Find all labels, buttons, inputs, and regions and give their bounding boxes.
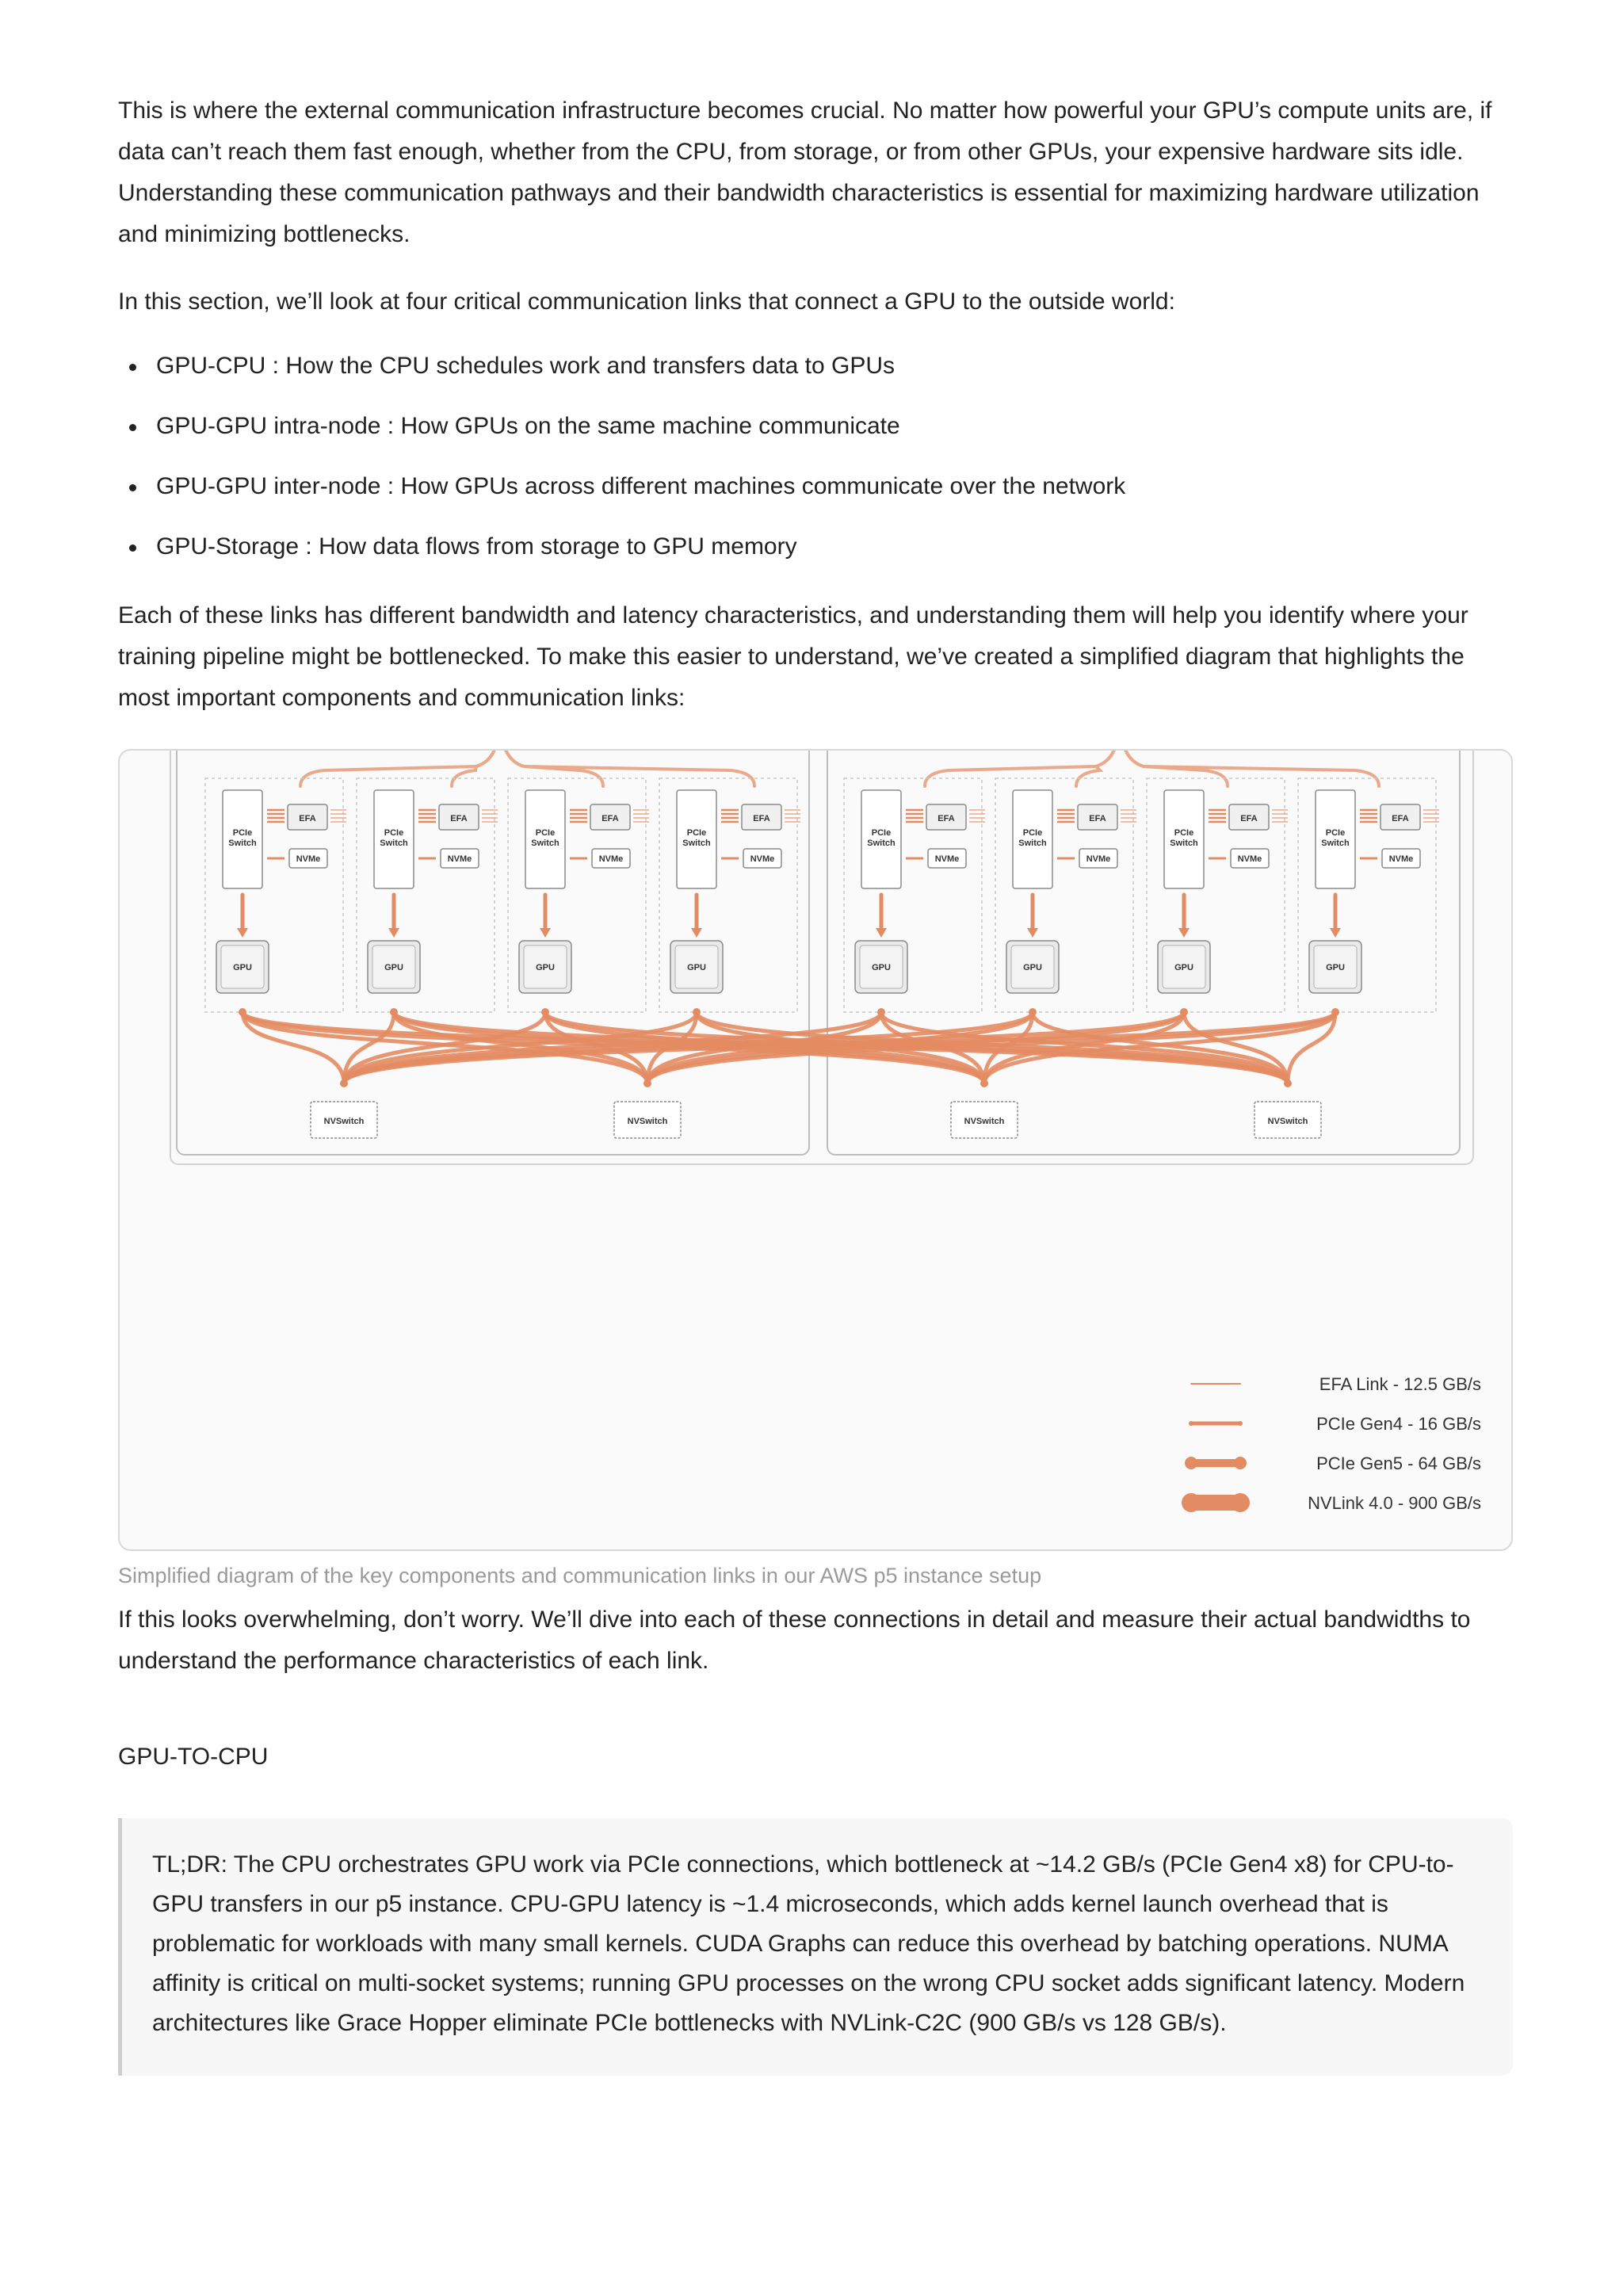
legend-swatch-cap <box>1185 1457 1197 1469</box>
list-item: GPU-Storage : How data flows from storage to GPU memory <box>156 526 1125 567</box>
nvme-label: NVMe <box>750 854 775 864</box>
nvlink-port <box>239 1008 246 1016</box>
arrow-head <box>1027 928 1038 938</box>
nvme-label: NVMe <box>296 854 321 864</box>
nvlink-port <box>1029 1008 1037 1016</box>
list-item: GPU-CPU : How the CPU schedules work and transfers data to GPUs <box>156 346 1125 387</box>
nvme-label: NVMe <box>934 854 960 864</box>
section-heading: GPU-TO-CPU <box>118 1744 269 1770</box>
tldr-callout <box>118 1818 1513 2076</box>
pcie-switch-label: PCIe <box>535 828 556 838</box>
legend-label: NVLink 4.0 - 900 GB/s <box>1308 1493 1481 1513</box>
efa-label: EFA <box>450 814 468 823</box>
pcie-switch-label: PCIe <box>384 828 404 838</box>
pcie-switch-label: PCIe <box>1174 828 1194 838</box>
nvlink-port <box>980 1079 988 1087</box>
nvswitch-label: NVSwitch <box>627 1117 668 1126</box>
efa-uplink <box>1076 751 1117 786</box>
nvlink-port <box>390 1008 398 1016</box>
arrow-head <box>876 928 887 938</box>
efa-label: EFA <box>1089 814 1106 823</box>
arrow-head <box>1178 928 1190 938</box>
list-item: GPU-GPU intra-node : How GPUs on the same machine communicate <box>156 406 1125 447</box>
nvlink-port <box>541 1008 549 1016</box>
efa-label: EFA <box>601 814 619 823</box>
gpu-label: GPU <box>1023 963 1042 972</box>
node-panel <box>827 751 1460 1155</box>
gpu-label: GPU <box>872 963 891 972</box>
efa-uplink <box>300 751 497 786</box>
list-item: GPU-GPU inter-node : How GPUs across different machines communicate over the network <box>156 466 1125 507</box>
pcie-switch-label: PCIe <box>871 828 892 838</box>
nvswitch-label: NVSwitch <box>964 1117 1005 1126</box>
nvme-label: NVMe <box>447 854 472 864</box>
pcie-switch-label: Switch <box>867 839 896 848</box>
pcie-switch-label: PCIe <box>232 828 253 838</box>
legend-label: PCIe Gen4 - 16 GB/s <box>1316 1414 1481 1434</box>
diagram-canvas <box>120 751 1511 1549</box>
tldr-text: TL;DR: The CPU orchestrates GPU work via PCIe connections, which bottleneck at ~14.2 GB/s (PCIe Gen4 x8) for CPU-to-GPU transfers in our p5 instance. CPU-GPU latency is ~1.4 microseconds, which adds kernel launch overhead that is problematic for workloads with many small kernels. CUDA Graphs can reduce this overhead by batching operations. NUMA affinity is critical on multi-socket systems; running GPU processes on the wrong CPU socket adds significant latency. Modern architectures like Grace Hopper eliminate PCIe bottlenecks with NVLink-C2C (900 GB/s vs 128 GB/s). <box>152 1851 1465 2036</box>
pcie-switch-label: Switch <box>531 839 559 848</box>
nvme-label: NVMe <box>1237 854 1262 864</box>
pcie-switch-label: Switch <box>1018 839 1047 848</box>
arrow-head <box>691 928 702 938</box>
after-diagram-paragraph: If this looks overwhelming, don’t worry. We’ll dive into each of these connections in detail and measure their actual bandwidths to understand the performance characteristics of each link. <box>118 1606 1471 1674</box>
nvlink-port <box>1284 1079 1292 1087</box>
efa-label: EFA <box>753 814 770 823</box>
pcie-switch-label: PCIe <box>686 828 707 838</box>
nvlink-port <box>1180 1008 1188 1016</box>
arrow-head <box>237 928 248 938</box>
nvme-label: NVMe <box>1086 854 1111 864</box>
gpu-label: GPU <box>687 963 706 972</box>
nvlink-port <box>877 1008 885 1016</box>
legend-swatch-cap <box>1231 1493 1250 1512</box>
gpu-label: GPU <box>233 963 252 972</box>
arrow-head <box>540 928 551 938</box>
arrow-head <box>1330 928 1341 938</box>
intro-paragraph: This is where the external communication infrastructure becomes crucial. No matter how powerful your GPU’s compute units are, if data can’t reach them fast enough, whether from the CPU, from storage, or from other GPUs, your expensive hardware sits idle. Understanding these communication pathways and their bandwidth characteristics is essential for maximizing hardware utilization and minimizing bottlenecks. <box>118 97 1492 247</box>
diagram-legend <box>1182 1374 1481 1513</box>
gpu-label: GPU <box>384 963 403 972</box>
gpu-label: GPU <box>1326 963 1345 972</box>
gpu-label: GPU <box>1174 963 1193 972</box>
nvlink-port <box>1331 1008 1339 1016</box>
efa-label: EFA <box>938 814 955 823</box>
nvlink-link <box>344 1012 545 1083</box>
efa-label: EFA <box>1392 814 1409 823</box>
nvlink-port <box>693 1008 701 1016</box>
nvswitch-label: NVSwitch <box>323 1117 365 1126</box>
figure-caption: Simplified diagram of the key components and communication links in our AWS p5 instance setup <box>118 1564 1042 1587</box>
legend-swatch-cap <box>1182 1493 1201 1512</box>
legend-label: PCIe Gen5 - 64 GB/s <box>1316 1454 1481 1473</box>
legend-label: EFA Link - 12.5 GB/s <box>1319 1374 1481 1394</box>
pcie-switch-label: Switch <box>380 839 408 848</box>
nvlink-port <box>340 1079 348 1087</box>
pcie-switch-label: Switch <box>228 839 257 848</box>
arrow-head <box>388 928 399 938</box>
gpu-label: GPU <box>536 963 555 972</box>
efa-uplink <box>925 751 1117 786</box>
legend-swatch-cap <box>1238 1421 1243 1426</box>
legend-swatch-cap <box>1234 1457 1247 1469</box>
pcie-switch-label: Switch <box>1321 839 1350 848</box>
pcie-switch-label: Switch <box>1170 839 1198 848</box>
pcie-switch-label: PCIe <box>1325 828 1346 838</box>
efa-label: EFA <box>1240 814 1258 823</box>
diagram-intro-paragraph: Each of these links has different bandwidth and latency characteristics, and understanding them will help you identify where your training pipeline might be bottlenecked. To make this easier to understand, we’ve created a simplified diagram that highlights the most important components and communication links: <box>118 602 1468 711</box>
pcie-switch-label: PCIe <box>1022 828 1043 838</box>
nvme-label: NVMe <box>1388 854 1414 864</box>
p5-topology-diagram <box>118 749 1513 1551</box>
pcie-switch-label: Switch <box>682 839 711 848</box>
nvlink-port <box>643 1079 651 1087</box>
communication-links-list <box>118 346 1125 586</box>
legend-swatch-cap <box>1189 1421 1193 1426</box>
efa-label: EFA <box>299 814 316 823</box>
nvme-label: NVMe <box>598 854 624 864</box>
nvswitch-label: NVSwitch <box>1267 1117 1308 1126</box>
section-intro-paragraph: In this section, we’ll look at four critical communication links that connect a GPU to the outside world: <box>118 288 1175 315</box>
